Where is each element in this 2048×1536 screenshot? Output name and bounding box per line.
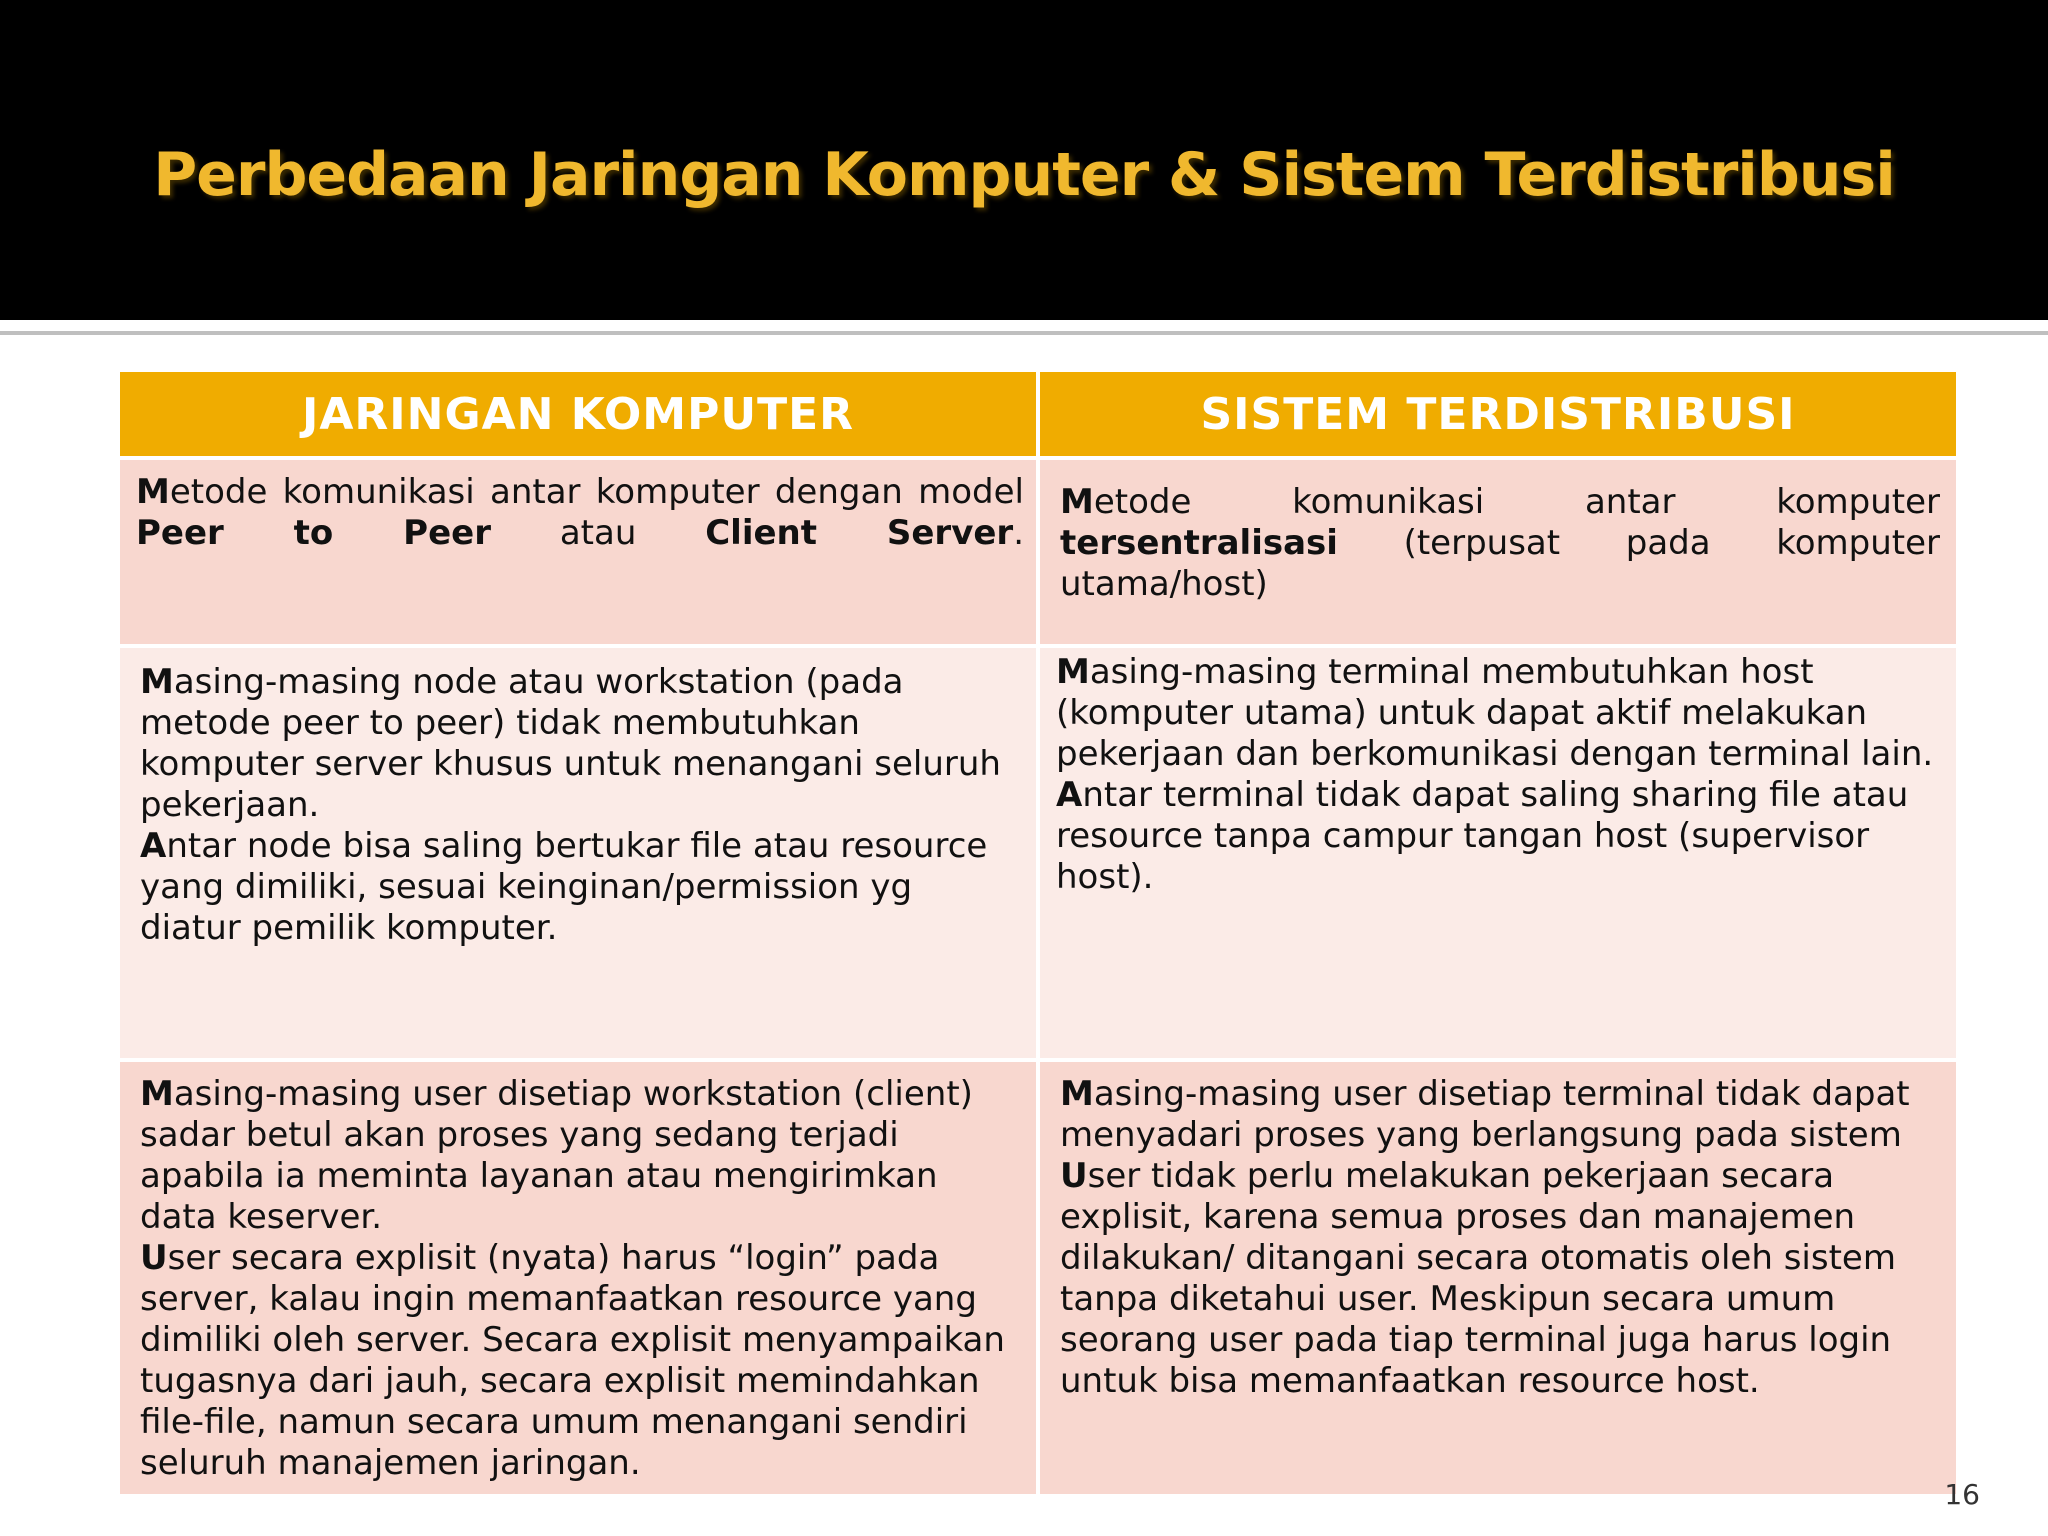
row2-right-cell <box>1040 648 1956 1058</box>
row2-left-paragraph-2: Antar node bisa saling bertukar file atau resource yang dimiliki, sesuai keinginan/permission yg diatur pemilik komputer. <box>140 826 988 948</box>
row1-right-paragraph: Metode komunikasi antar komputer tersentralisasi (terpusat pada komputer utama/host) <box>1060 482 1940 604</box>
row3-left-paragraph-1: Masing-masing user disetiap workstation (client) sadar betul akan proses yang sedang terjadi apabila ia meminta layanan atau mengirimkan data keserver. <box>140 1074 973 1237</box>
row3-right-paragraph-2: User tidak perlu melakukan pekerjaan secara explisit, karena semua proses dan manajemen dilakukan/ ditangani secara otomatis oleh sistem tanpa diketahui user. Meskipun secara umum seorang user pada tiap terminal juga harus login untuk bisa memanfaatkan resource host. <box>1060 1156 1896 1401</box>
comparison-table <box>120 372 1952 1494</box>
header-jaringan-komputer: JARINGAN KOMPUTER <box>120 372 1036 456</box>
row2-right-paragraph-2: Antar terminal tidak dapat saling sharing file atau resource tanpa campur tangan host (supervisor host). <box>1056 775 1909 897</box>
row2-right-paragraph-1: Masing-masing terminal membutuhkan host (komputer utama) untuk dapat aktif melakukan pekerjaan dan berkomunikasi dengan terminal lain. <box>1056 652 1934 774</box>
row1-right-cell <box>1040 460 1956 644</box>
header-sistem-terdistribusi: SISTEM TERDISTRIBUSI <box>1040 372 1956 456</box>
slide-title: Perbedaan Jaringan Komputer & Sistem Terdistribusi <box>153 140 1895 210</box>
row3-right-paragraph-1: Masing-masing user disetiap terminal tidak dapat menyadari proses yang berlangsung pada sistem <box>1060 1074 1910 1155</box>
divider-line <box>0 331 2048 335</box>
row1-left-paragraph: Metode komunikasi antar komputer dengan model Peer to Peer atau Client Server. <box>136 472 1025 553</box>
row2-left-paragraph-1: Masing-masing node atau workstation (pada metode peer to peer) tidak membutuhkan komputer server khusus untuk menangani seluruh pekerjaan. <box>140 662 1001 825</box>
row3-left-cell <box>120 1062 1036 1494</box>
row1-left-cell <box>120 460 1036 644</box>
row3-right-cell <box>1040 1062 1956 1494</box>
page-number: 16 <box>1944 1478 1980 1511</box>
row3-left-paragraph-2: User secara explisit (nyata) harus “login” pada server, kalau ingin memanfaatkan resource yang dimiliki oleh server. Secara explisit menyampaikan tugasnya dari jauh, secara explisit memindahkan file-file, namun secara umum menangani sendiri seluruh manajemen jaringan. <box>140 1238 1005 1483</box>
row2-left-cell <box>120 648 1036 1058</box>
